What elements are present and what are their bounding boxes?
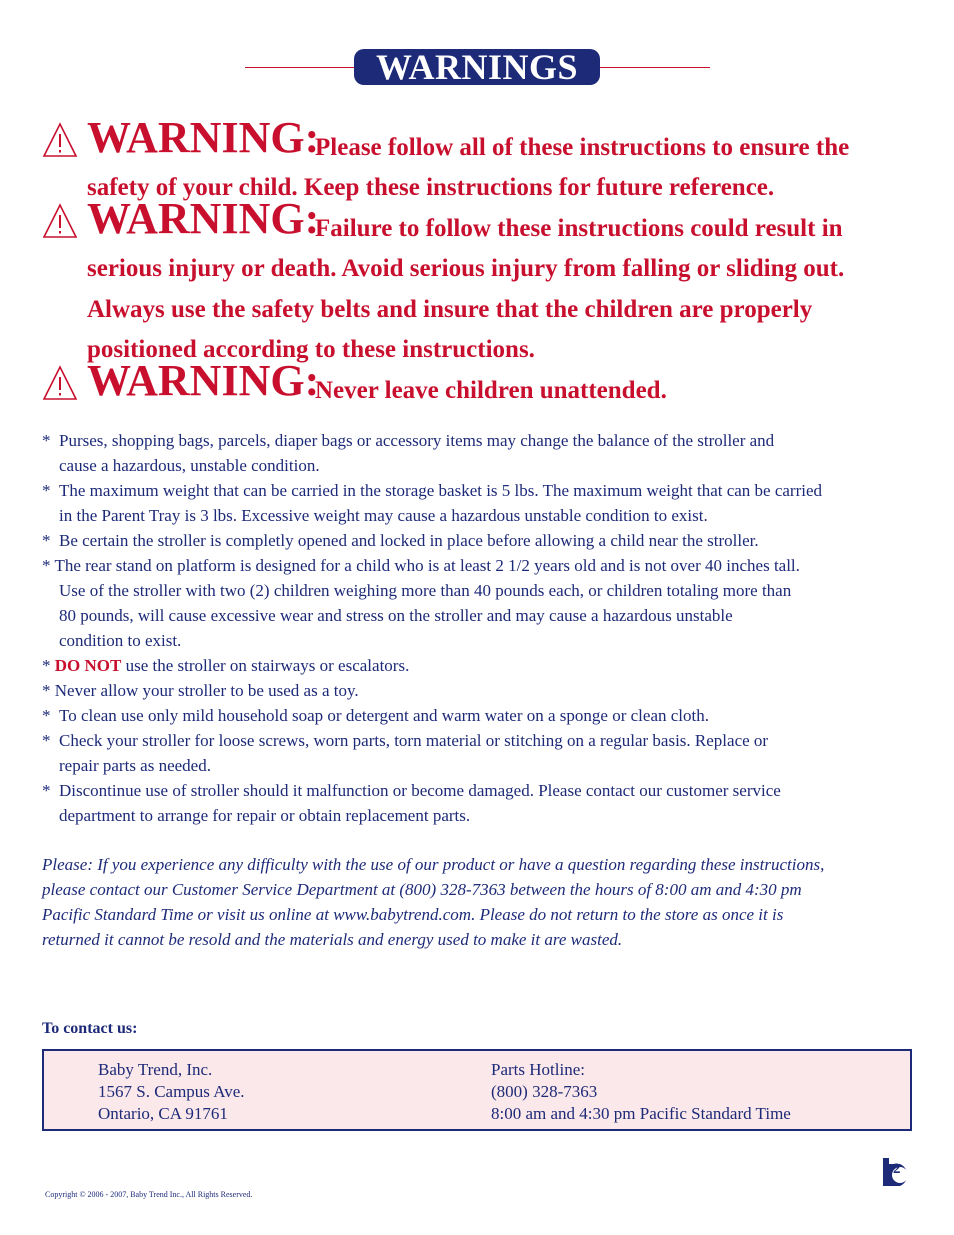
hotline-line: Parts Hotline: — [491, 1060, 585, 1079]
page-title-banner: WARNINGS — [354, 49, 600, 85]
customer-service-note — [42, 852, 922, 952]
warning-label: WARNING: — [87, 356, 320, 405]
list-item: * Be certain the stroller is completly opened and locked in place before allowing a child near the stroller. — [42, 531, 759, 550]
list-item-text: Never allow your stroller to be used as a toy. — [54, 681, 359, 700]
address-line: 1567 S. Campus Ave. — [98, 1082, 245, 1101]
contact-box — [42, 1049, 912, 1131]
list-item-text: condition to exist. — [59, 631, 182, 650]
list-item-text: The rear stand on platform is designed for a child who is at least 2 1/2 years old and is not over 40 inches tall. — [54, 556, 800, 575]
company-address — [98, 1059, 245, 1125]
parts-hotline — [491, 1059, 791, 1125]
banner-rule-right — [600, 67, 710, 68]
list-item: * To clean use only mild household soap or detergent and warm water on a sponge or clean cloth. — [42, 706, 709, 725]
list-item: * Check your stroller for loose screws, worn parts, torn material or stitching on a regular basis. Replace or repair parts as needed. — [42, 728, 922, 778]
do-not-emphasis: DO NOT — [54, 656, 122, 675]
warning-text: serious injury or death. Avoid serious injury from falling or sliding out. — [87, 255, 845, 282]
warning-text: positioned according to these instructions. — [87, 336, 535, 363]
warning-text: Please follow all of these instructions to ensure the — [315, 134, 850, 161]
contact-heading: To contact us: — [42, 1020, 138, 1037]
list-item: * Discontinue use of stroller should it malfunction or become damaged. Please contact our customer service department to arrange for repair or obtain replacement parts. — [42, 778, 922, 828]
list-item-text: Purses, shopping bags, parcels, diaper bags or accessory items may change the balance of the stroller and — [59, 431, 775, 450]
safety-instructions-list — [42, 428, 922, 828]
list-item-text: To clean use only mild household soap or detergent and warm water on a sponge or clean cloth. — [59, 706, 709, 725]
page-number: 2 — [893, 1161, 901, 1177]
list-item-text: 80 pounds, will cause excessive wear and stress on the stroller and may cause a hazardous unstable — [59, 606, 733, 625]
note-line: Pacific Standard Time or visit us online at www.babytrend.com. Please do not return to the store as once it is — [42, 905, 784, 924]
warning-triangle-icon — [42, 203, 78, 239]
note-line: please contact our Customer Service Department at (800) 328-7363 between the hours of 8:00 am and 4:30 pm — [42, 880, 802, 899]
note-line: returned it cannot be resold and the materials and energy used to make it are wasted. — [42, 930, 623, 949]
copyright-text: Copyright © 2006 - 2007, Baby Trend Inc., All Rights Reserved. — [45, 1190, 253, 1199]
list-item-text: Be certain the stroller is completly opened and locked in place before allowing a child near the stroller. — [59, 531, 759, 550]
warning-text: Never leave children unattended. — [315, 377, 667, 404]
list-item-text: use the stroller on stairways or escalators. — [121, 656, 410, 675]
warning-label: WARNING: — [87, 194, 320, 243]
note-line: Please: If you experience any difficulty with the use of our product or have a question regarding these instructions, — [42, 855, 825, 874]
list-item: * Never allow your stroller to be used as a toy. — [42, 681, 359, 700]
list-item: * Purses, shopping bags, parcels, diaper bags or accessory items may change the balance of the stroller and cause a hazardous, unstable condition. — [42, 428, 922, 478]
list-item-text: Check your stroller for loose screws, worn parts, torn material or stitching on a regular basis. Replace or — [59, 731, 769, 750]
list-item: * The rear stand on platform is designed for a child who is at least 2 1/2 years old and is not over 40 inches tall. Use of the stroller with two (2) children weighing more than 40 pounds each, or children totaling more than 80 pounds, will cause excessive wear and stress on the stroller and may cause a hazardous unstable condition to exist. — [42, 553, 922, 653]
address-line: Baby Trend, Inc. — [98, 1060, 213, 1079]
warning-text: Always use the safety belts and insure that the children are properly — [87, 296, 813, 323]
warning-triangle-icon — [42, 365, 78, 401]
list-item-text: Discontinue use of stroller should it malfunction or become damaged. Please contact our customer service — [59, 781, 781, 800]
list-item-text: The maximum weight that can be carried in the storage basket is 5 lbs. The maximum weight that can be carried — [59, 481, 823, 500]
hotline-line: (800) 328-7363 — [491, 1082, 598, 1101]
warning-label: WARNING: — [87, 113, 320, 162]
list-item-text: in the Parent Tray is 3 lbs. Excessive weight may cause a hazardous unstable condition to exist. — [59, 506, 708, 525]
list-item-text: department to arrange for repair or obtain replacement parts. — [59, 806, 471, 825]
hotline-line: 8:00 am and 4:30 pm Pacific Standard Time — [491, 1104, 791, 1123]
list-item: * The maximum weight that can be carried in the storage basket is 5 lbs. The maximum weight that can be carried in the Parent Tray is 3 lbs. Excessive weight may cause a hazardous unstable condition to exist. — [42, 478, 922, 528]
banner-rule-left — [245, 67, 355, 68]
address-line: Ontario, CA 91761 — [98, 1104, 228, 1123]
list-item-text: repair parts as needed. — [59, 756, 211, 775]
list-item: * DO NOT use the stroller on stairways or escalators. — [42, 656, 410, 675]
warning-text: safety of your child. Keep these instructions for future reference. — [87, 174, 775, 201]
warning-text: Failure to follow these instructions could result in — [315, 215, 843, 242]
list-item-text: cause a hazardous, unstable condition. — [59, 456, 320, 475]
warning-triangle-icon — [42, 122, 78, 158]
list-item-text: Use of the stroller with two (2) children weighing more than 40 pounds each, or children totaling more than — [59, 581, 792, 600]
